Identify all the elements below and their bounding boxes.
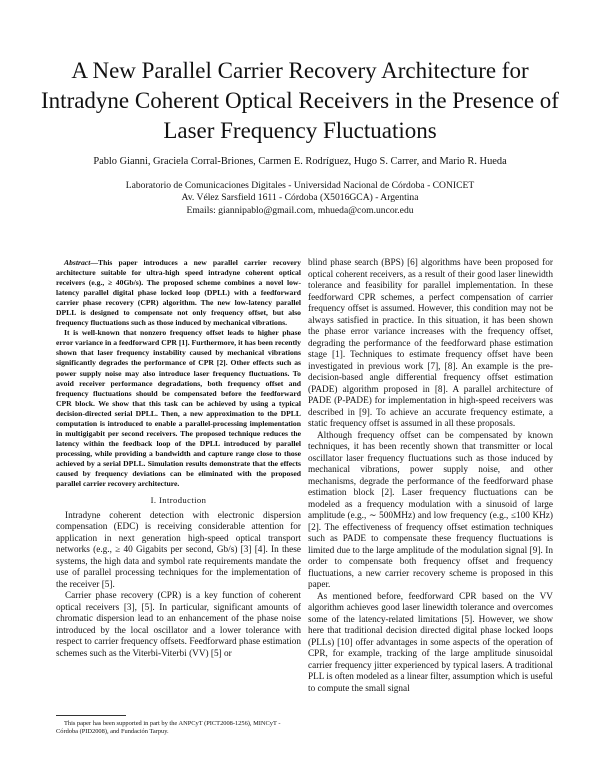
intro-paragraph-3: blind phase search (BPS) [6] algorithms have been proposed for optical coherent receivers, as a result of their good laser linewidth tolerance and feasibility for parallel implementation. In these feedforward CPR schemes, a perfect compensation of carrier frequency offset is assumed. However, this condition may not be always satisfied in practice. In this situation, it has been shown the phase error variance increases with the frequency offset, degrading the performance of the feedforward phase estimation stage [1]. Techniques to estimate frequency offset have been investigated in previous work [7], [8]. An example is the pre-decision-based angle differential frequency offset estimation (PADE) algorithm proposed in [8]. A parallel architecture of PADE (P-PADE) for implementation in high-speed receivers was described in [9]. To achieve an accurate frequency estimate, a static frequency offset is assumed in all these proposals. (308, 258, 553, 429)
right-column (308, 258, 553, 695)
affiliation-lab: Laboratorio de Comunicaciones Digitales - Universidad Nacional de Córdoba - CONICET (125, 180, 475, 191)
affiliation-address: Av. Vélez Sarsfield 1611 - Córdoba (X5016GCA) - Argentina (181, 192, 419, 204)
section-heading-introduction: I. Introduction (150, 495, 207, 506)
intro-paragraph-2: Carrier phase recovery (CPR) is a key function of coherent optical receivers [3], [5]. In particular, significant amounts of chromatic dispersion lead to an enhancement of the phase noise introduced by the local oscillator and a lower tolerance with respect to carrier frequency offsets. Feedforward phase estimation schemes such as the Viterbi-Viterbi (VV) [5] or (56, 591, 301, 659)
funding-footnote: This paper has been supported in part by the ANPCyT (PICT2008-1256), MINCyT - Córdoba (PID2008), and Fundación Tarpuy. (56, 720, 281, 736)
affiliation-block (40, 180, 560, 217)
paper-title: A New Parallel Carrier Recovery Architecture for Intradyne Coherent Optical Receivers in the Presence of Laser Frequency Fluctuations (41, 58, 559, 143)
author-list: Pablo Gianni, Graciela Corral-Briones, Carmen E. Rodríguez, Hugo S. Carrer, and Mario R. Hueda (93, 156, 507, 167)
footnote-divider (56, 715, 126, 716)
abstract-paragraph-2: It is well-known that nonzero frequency offset leads to higher phase error variance in a feedforward CPR [1]. Furthermore, it has been recently shown that laser frequency instability caused by mechanical vibrations significantly degrades the performance of CPR [2]. Other effects such as power supply noise may also introduce laser frequency fluctuations. To avoid receiver performance degradations, both frequency offset and frequency fluctuations should be compensated before the feedforward CPR block. We show that this task can be achieved by using a typical decision-directed serial DPLL. Then, a new approximation to the DPLL computation is introduced to enable a parallel-processing implementation in multigigabit per second receivers. The proposed technique reduces the latency within the feedback loop of the DPLL introduced by parallel processing, while providing a bandwidth and capture range close to those achieved by a serial DPLL. Simulation results demonstrate that the effects caused by frequency deviations can be eliminated with the proposed parallel carrier recovery architecture. (56, 328, 301, 489)
affiliation-emails: Emails: giannipablo@gmail.com, mhueda@com.uncor.edu (186, 204, 414, 216)
intro-paragraph-5: As mentioned before, feedforward CPR based on the VV algorithm achieves good laser linewidth tolerance and overcomes some of the latency-related limitations [5]. However, we show here that traditional decision directed digital phase locked loops (PLLs) [10] offer advantages in some aspects of the operation of CPR, for example, tracking of the large amplitude sinusoidal carrier frequency jitter experienced by typical lasers. A traditional PLL is often modeled as a linear filter, assumption which is useful to compute the small signal (308, 591, 553, 694)
abstract-paragraph-1 (56, 258, 301, 328)
intro-paragraph-1: Intradyne coherent detection with electronic dispersion compensation (EDC) is receiving considerable attention for application in next generation high-speed optical transport networks (e.g., ≥ 40 Gigabits per second, Gb/s) [3] [4]. In these systems, the high data and symbol rate requirements mandate the use of parallel processing techniques for the implementation of the receiver [5]. (56, 510, 301, 590)
abstract-text-1: —This paper introduces a new parallel carrier recovery architecture suitable for ultra-high speed intradyne coherent optical receivers (e.g., ≥ 40Gb/s). The proposed scheme combines a novel low-latency parallel digital phase locked loop (DPLL) with a feedforward carrier phase recovery (CPR) algorithm. The new low-latency parallel DPLL is designed to compensate not only frequency offset, but also frequency fluctuations such as those induced by mechanical vibrations. (56, 258, 301, 328)
left-column (56, 258, 301, 660)
abstract-label: Abstract (64, 258, 91, 267)
intro-paragraph-4: Although frequency offset can be compensated by known techniques, it has been recently shown that transmitter or local oscillator laser frequency fluctuations such as those induced by mechanical vibrations, power supply noise, and other mechanisms, degrade the performance of the feedforward phase estimation block [2]. Laser frequency fluctuations can be modeled as a frequency modulation with a sinusoid of large amplitude (e.g., ∼ 500MHz) and low frequency (e.g., ≤100 KHz) [2]. The effectiveness of frequency offset estimation techniques such as PADE to compensate these frequency fluctuations is limited due to the large amplitude of the modulation signal [9]. In order to compensate both frequency offset and frequency fluctuations, a new carrier recovery scheme is proposed in this paper. (308, 430, 553, 590)
